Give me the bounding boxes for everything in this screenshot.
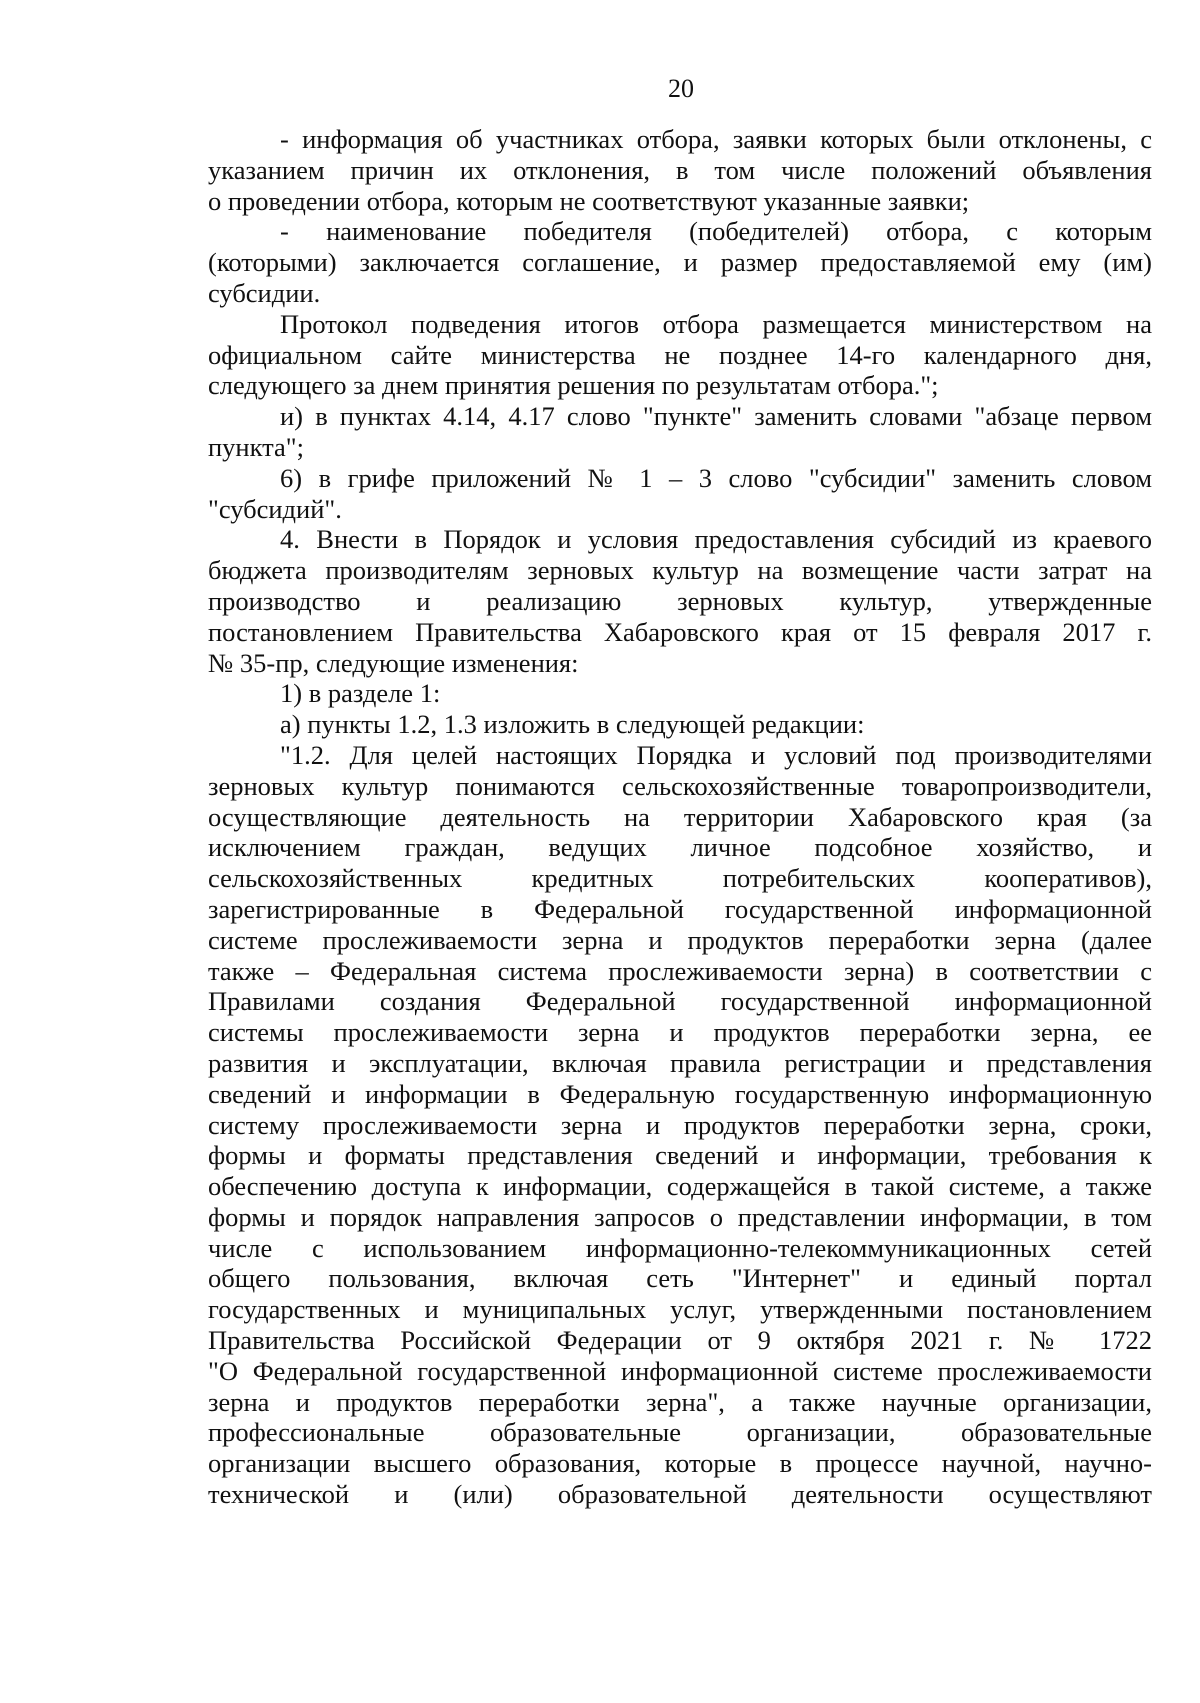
text-line: общего пользования, включая сеть "Интернет" и единый портал — [208, 1263, 1152, 1294]
text-line: (которыми) заключается соглашение, и размер предоставляемой ему (им) — [208, 247, 1152, 278]
text-line: исключением граждан, ведущих личное подсобное хозяйство, и — [208, 832, 1152, 863]
text-line: "О Федеральной государственной информационной системе прослеживаемости — [208, 1355, 1152, 1386]
text-line: и) в пунктах 4.14, 4.17 слово "пункте" заменить словами "абзаце первом — [280, 401, 1152, 432]
text-line: № 35-пр, следующие изменения: — [208, 647, 579, 678]
text-line: зерна и продуктов переработки зерна", а также научные организации, — [208, 1386, 1152, 1417]
text-line: Правилами создания Федеральной государственной информационной — [208, 986, 1152, 1017]
text-line: "1.2. Для целей настоящих Порядка и условий под производителями — [280, 739, 1152, 770]
text-line: формы и порядок направления запросов о представлении информации, в том — [208, 1201, 1152, 1232]
text-line: постановлением Правительства Хабаровского края от 15 февраля 2017 г. — [208, 616, 1152, 647]
text-line: о проведении отбора, которым не соответствуют указанные заявки; — [208, 185, 970, 216]
text-line: 6) в грифе приложений № 1 – 3 слово "субсидии" заменить словом — [280, 462, 1152, 493]
text-line: организации высшего образования, которые в процессе научной, научно- — [208, 1448, 1152, 1479]
text-line: Протокол подведения итогов отбора размещается министерством на — [280, 308, 1152, 339]
text-line: сведений и информации в Федеральную государственную информационную — [208, 1078, 1152, 1109]
text-line: Правительства Российской Федерации от 9 октября 2021 г. № 1722 — [208, 1325, 1152, 1356]
text-line: 4. Внести в Порядок и условия предоставления субсидий из краевого — [280, 524, 1152, 555]
text-line: систему прослеживаемости зерна и продуктов переработки зерна, сроки, — [208, 1109, 1152, 1140]
text-line: 1) в разделе 1: — [280, 678, 441, 709]
text-line: формы и форматы представления сведений и информации, требования к — [208, 1140, 1152, 1171]
text-line: также – Федеральная система прослеживаемости зерна) в соответствии с — [208, 955, 1152, 986]
text-line: числе с использованием информационно-телекоммуникационных сетей — [208, 1232, 1152, 1263]
text-line: развития и эксплуатации, включая правила регистрации и представления — [208, 1047, 1152, 1078]
text-line: - наименование победителя (победителей) отбора, с которым — [280, 216, 1152, 247]
page-number: 20 — [668, 74, 694, 103]
text-line: осуществляющие деятельность на территории Хабаровского края (за — [208, 801, 1152, 832]
text-line: профессиональные образовательные организации, образовательные — [208, 1417, 1152, 1448]
text-line: системе прослеживаемости зерна и продуктов переработки зерна (далее — [208, 924, 1152, 955]
text-line: субсидии. — [208, 277, 321, 308]
text-line: производство и реализацию зерновых культур, утвержденные — [208, 585, 1152, 616]
text-line: сельскохозяйственных кредитных потребительских кооперативов), — [208, 863, 1152, 894]
text-line: пункта"; — [208, 431, 304, 462]
text-line: зерновых культур понимаются сельскохозяйственные товаропроизводители, — [208, 770, 1152, 801]
text-line: технической и (или) образовательной деятельности осуществляют — [208, 1479, 1152, 1510]
text-line: указанием причин их отклонения, в том числе положений объявления — [208, 154, 1152, 185]
text-line: а) пункты 1.2, 1.3 изложить в следующей редакции: — [280, 709, 865, 740]
text-line: бюджета производителям зерновых культур на возмещение части затрат на — [208, 555, 1152, 586]
text-line: - информация об участниках отбора, заявки которых были отклонены, с — [280, 124, 1152, 154]
text-line: государственных и муниципальных услуг, утвержденными постановлением — [208, 1294, 1152, 1325]
text-line: зарегистрированные в Федеральной государственной информационной — [208, 893, 1152, 924]
document-body — [208, 124, 1152, 1510]
text-line: "субсидий". — [208, 493, 342, 524]
text-line: обеспечению доступа к информации, содержащейся в такой системе, а также — [208, 1171, 1152, 1202]
text-line: официальном сайте министерства не позднее 14-го календарного дня, — [208, 339, 1152, 370]
text-line: системы прослеживаемости зерна и продуктов переработки зерна, ее — [208, 1017, 1152, 1048]
text-line: следующего за днем принятия решения по результатам отбора."; — [208, 370, 939, 401]
